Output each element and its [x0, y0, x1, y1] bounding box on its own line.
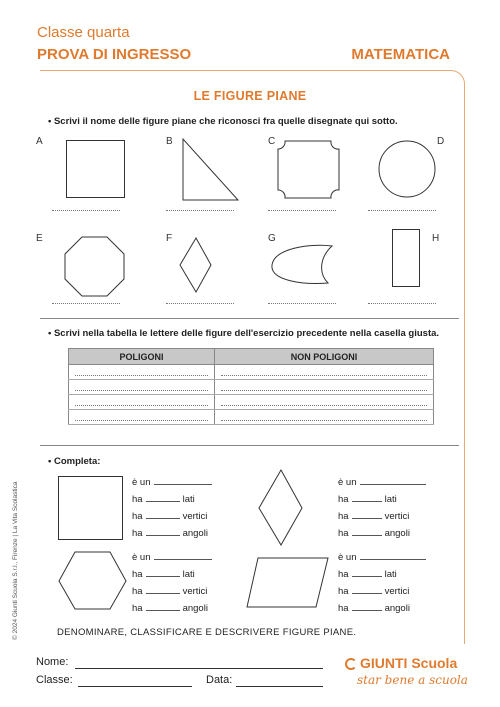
answer-line-h[interactable] — [368, 303, 436, 304]
completa-square — [58, 476, 124, 542]
classification-table — [68, 348, 434, 425]
answer-line-d[interactable] — [368, 210, 436, 211]
divider-1 — [40, 318, 459, 319]
divider-2 — [40, 445, 459, 446]
name-label: Nome: — [36, 656, 69, 668]
answer-line-b[interactable] — [166, 210, 234, 211]
table-cell[interactable] — [69, 395, 215, 410]
letter-h: H — [432, 233, 440, 244]
completa-parallelogram-vertici: ha vertici — [338, 586, 410, 597]
letter-f: F — [166, 233, 173, 244]
col-header-non-poligoni: NON POLIGONI — [215, 349, 434, 365]
answer-line-c[interactable] — [268, 210, 336, 211]
name-line[interactable] — [75, 668, 323, 669]
shape-h-rectangle — [392, 229, 422, 289]
table-cell[interactable] — [69, 410, 215, 425]
completa-rhombus-eun: è un — [338, 477, 429, 488]
shape-g-curved-figure — [268, 243, 336, 285]
table-cell[interactable] — [215, 410, 434, 425]
exercise3-instruction: • Completa: — [48, 456, 101, 467]
shape-f-rhombus — [179, 237, 213, 293]
completa-hexagon-eun: è un — [132, 552, 215, 563]
shape-b-right-triangle — [182, 138, 242, 202]
completa-square-eun: è un — [132, 477, 215, 488]
shape-c-notched-square — [277, 140, 341, 200]
table-cell[interactable] — [215, 395, 434, 410]
table-cell[interactable] — [69, 380, 215, 395]
shape-d-circle — [378, 140, 438, 200]
test-title: PROVA DI INGRESSO — [37, 46, 192, 63]
section-title: LE FIGURE PIANE — [193, 89, 307, 103]
letter-b: B — [166, 136, 173, 147]
grade-label: Classe quarta — [37, 24, 130, 41]
logo-tagline: star bene a scuola — [357, 673, 468, 687]
completa-hexagon-angoli: ha angoli — [132, 603, 208, 614]
completa-rhombus-angoli: ha angoli — [338, 528, 410, 539]
completa-parallelogram-angoli: ha angoli — [338, 603, 410, 614]
letter-c: C — [268, 136, 276, 147]
completa-hexagon-vertici: ha vertici — [132, 586, 208, 597]
letter-a: A — [36, 136, 43, 147]
giunti-logo: GIUNTI Scuola — [345, 655, 457, 671]
table-cell[interactable] — [215, 365, 434, 380]
completa-square-angoli: ha angoli — [132, 528, 208, 539]
class-line[interactable] — [78, 686, 192, 687]
class-label: Classe: — [36, 674, 73, 686]
completa-parallelogram-lati: ha lati — [338, 569, 397, 580]
completa-square-vertici: ha vertici — [132, 511, 208, 522]
completa-rhombus — [258, 469, 304, 547]
answer-line-e[interactable] — [52, 303, 120, 304]
completa-parallelogram — [246, 557, 330, 609]
date-label: Data: — [206, 674, 233, 686]
completa-hexagon — [58, 551, 128, 611]
exercise1-instruction: • Scrivi il nome delle figure piane che riconosci fra quelle disegnate qui sotto. — [48, 116, 398, 127]
shape-a-square — [66, 140, 126, 200]
logo-g-icon — [345, 658, 357, 670]
table-cell[interactable] — [215, 380, 434, 395]
letter-g: G — [268, 233, 276, 244]
letter-e: E — [36, 233, 43, 244]
completa-hexagon-lati: ha lati — [132, 569, 195, 580]
subject-label: MATEMATICA — [351, 46, 450, 63]
shape-e-octagon — [64, 236, 126, 298]
date-line[interactable] — [236, 686, 323, 687]
answer-line-g[interactable] — [268, 303, 336, 304]
table-cell[interactable] — [69, 365, 215, 380]
completa-square-lati: ha lati — [132, 494, 195, 505]
learning-objective: DENOMINARE, CLASSIFICARE E DESCRIVERE FIGURE PIANE. — [57, 627, 357, 638]
completa-rhombus-vertici: ha vertici — [338, 511, 410, 522]
completa-parallelogram-eun: è un — [338, 552, 429, 563]
completa-rhombus-lati: ha lati — [338, 494, 397, 505]
col-header-poligoni: POLIGONI — [69, 349, 215, 365]
exercise2-instruction: • Scrivi nella tabella le lettere delle figure dell'esercizio precedente nella casella giusta. — [48, 328, 440, 339]
letter-d: D — [437, 136, 445, 147]
answer-line-f[interactable] — [166, 303, 234, 304]
copyright-note: © 2024 Giunti Scuola S.r.l., Firenze | La Vita Scolastica — [12, 481, 19, 640]
answer-line-a[interactable] — [52, 210, 120, 211]
